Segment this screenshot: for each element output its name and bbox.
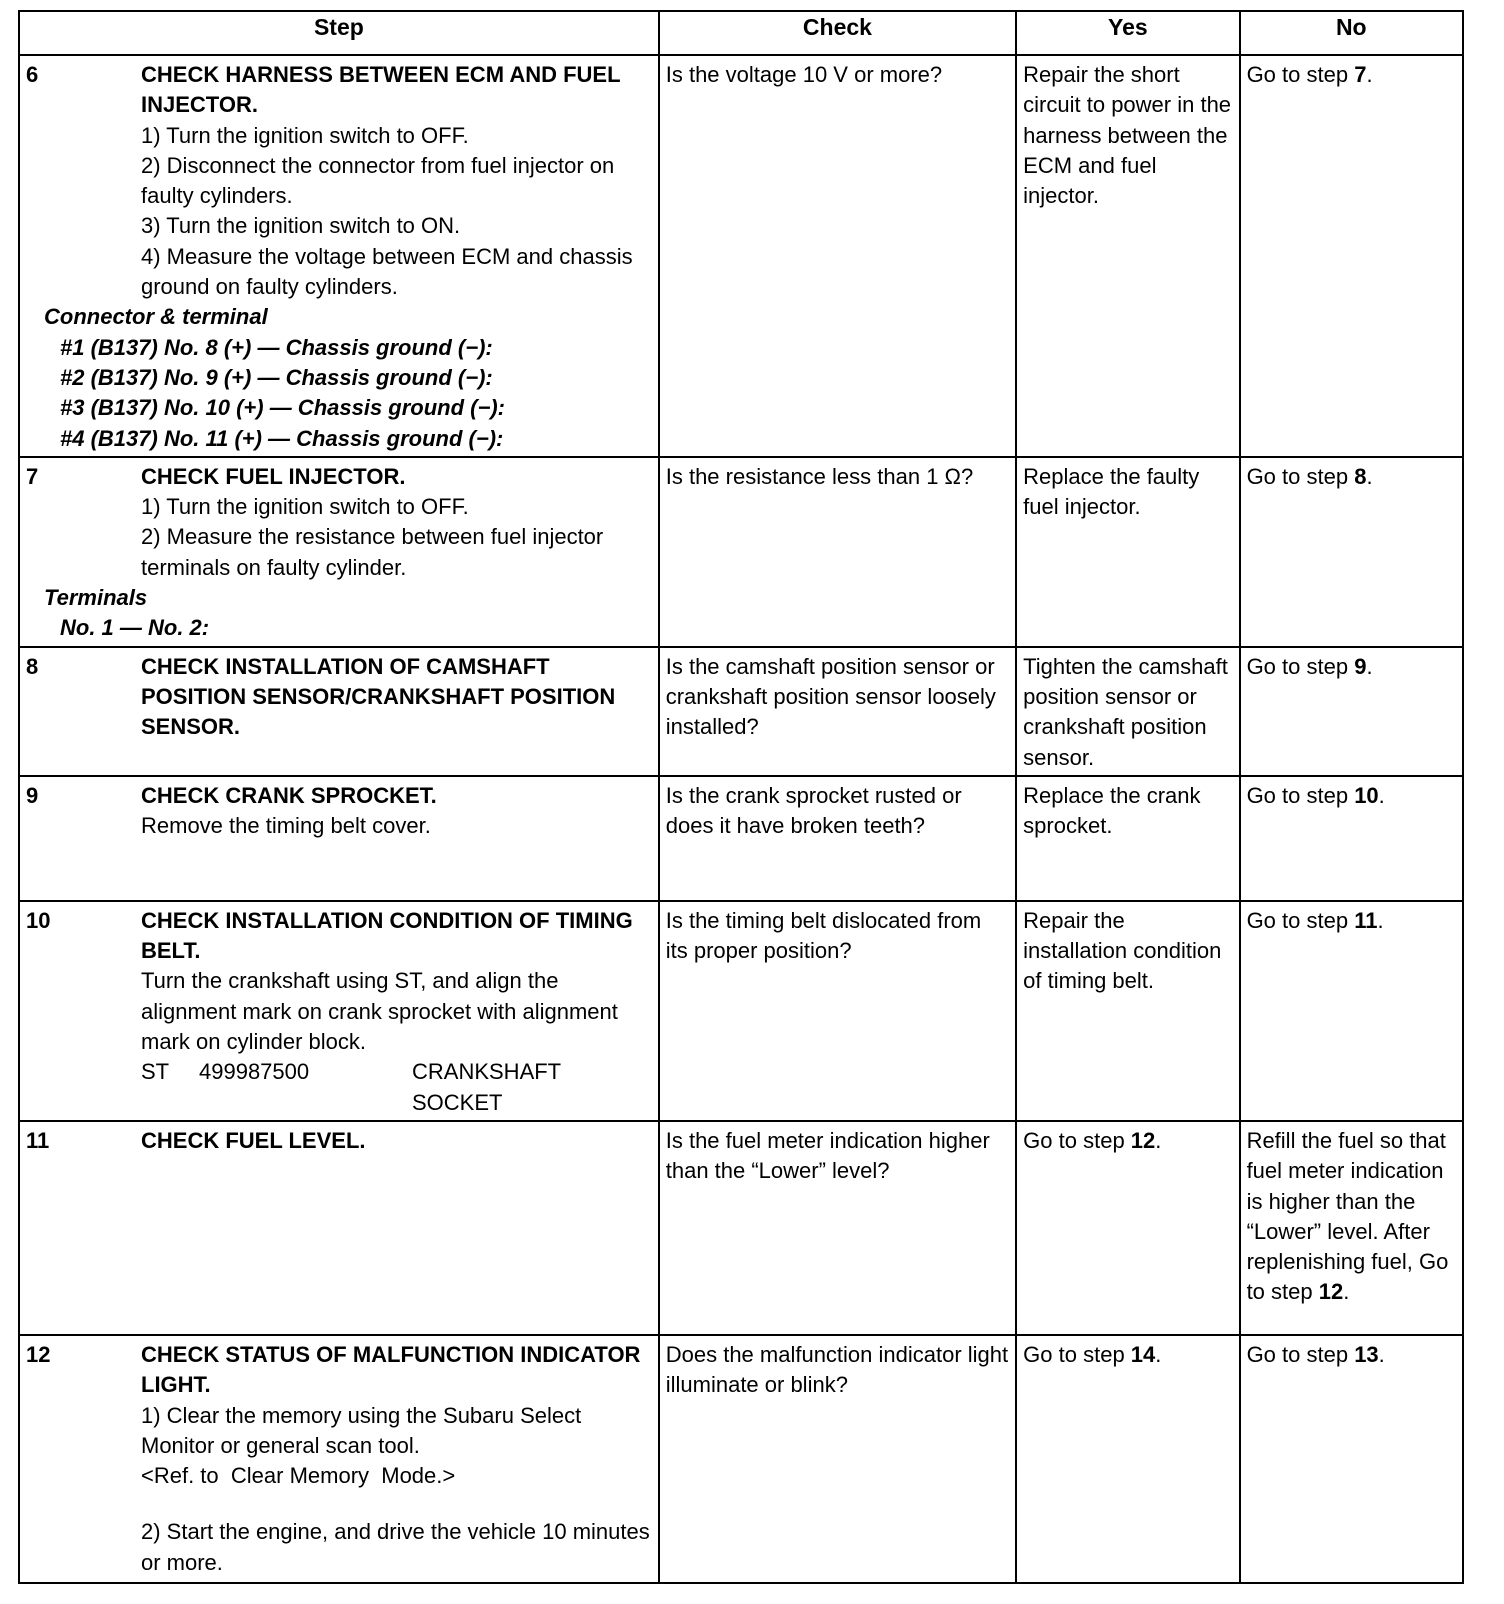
step-title: CHECK HARNESS BETWEEN ECM AND FUEL INJECTOR. (141, 62, 621, 118)
no-text: Go to step (1246, 463, 1355, 489)
no-text-end: . (1366, 653, 1373, 679)
yes-cell: Repair the installation condition of timing belt. (1016, 901, 1239, 1121)
no-cell (1240, 776, 1463, 901)
spec-label: Terminals (44, 585, 148, 611)
step-line: 1) Clear the memory using the Subaru Select Monitor or general scan tool. (141, 1402, 582, 1458)
header-yes: Yes (1016, 11, 1239, 55)
step-title: CHECK INSTALLATION OF CAMSHAFT POSITION SENSOR/CRANKSHAFT POSITION SENSOR. (141, 653, 616, 740)
check-cell: Does the malfunction indicator light illuminate or blink? (659, 1335, 1016, 1583)
step-ref: 11 (1354, 907, 1378, 933)
yes-text-end: . (1155, 1341, 1162, 1367)
step-line: 2) Measure the resistance between fuel injector terminals on faulty cylinder. (141, 524, 604, 580)
check-cell: Is the crank sprocket rusted or does it have broken teeth? (659, 776, 1016, 901)
st-number: 499987500 (199, 1059, 310, 1085)
yes-cell: Repair the short circuit to power in the harness between the ECM and fuel injector. (1016, 55, 1239, 457)
step-ref: 10 (1354, 782, 1379, 808)
step-line: 4) Measure the voltage between ECM and chassis ground on faulty cylinders. (141, 243, 633, 300)
step-cell (19, 647, 659, 776)
header-step: Step (19, 11, 659, 55)
no-cell (1240, 1121, 1463, 1335)
yes-text-end: . (1155, 1127, 1162, 1153)
no-cell (1240, 1335, 1463, 1583)
step-ref: 14 (1130, 1341, 1156, 1367)
step-title: CHECK STATUS OF MALFUNCTION INDICATOR LIGHT. (141, 1341, 641, 1398)
step-line: 2) Disconnect the connector from fuel injector on faulty cylinders. (141, 152, 615, 209)
no-text-end: . (1378, 1341, 1385, 1367)
yes-cell (1016, 1335, 1239, 1583)
check-cell: Is the fuel meter indication higher than the “Lower” level? (659, 1121, 1016, 1335)
no-text: Go to step (1246, 1341, 1355, 1367)
header-row (19, 11, 1463, 55)
yes-text: Go to step (1023, 1127, 1131, 1153)
check-cell: Is the camshaft position sensor or crankshaft position sensor loosely installed? (659, 647, 1016, 776)
step-title: CHECK INSTALLATION CONDITION OF TIMING BELT. (141, 907, 633, 964)
yes-cell: Tighten the camshaft position sensor or crankshaft position sensor. (1016, 647, 1239, 776)
table-row (19, 1121, 1463, 1335)
no-text: Go to step (1246, 907, 1355, 933)
table-row (19, 647, 1463, 776)
header-no: No (1240, 11, 1463, 55)
spec-item: No. 1 — No. 2: (60, 615, 210, 641)
step-number: 10 (26, 907, 51, 933)
check-cell: Is the voltage 10 V or more? (659, 55, 1016, 457)
no-text-end: . (1378, 782, 1385, 808)
step-cell (19, 1121, 659, 1335)
spec-item: #3 (B137) No. 10 (+) — Chassis ground (−): (60, 395, 505, 421)
step-line: 1) Turn the ignition switch to OFF. (141, 122, 469, 148)
step-line: 3) Turn the ignition switch to ON. (141, 213, 461, 239)
step-title: CHECK CRANK SPROCKET. (141, 782, 437, 808)
no-text: Refill the fuel so that fuel meter indication is higher than the “Lower” level. After replenishing fuel, Go to step (1246, 1127, 1449, 1305)
no-cell (1240, 647, 1463, 776)
step-ref: 12 (1130, 1127, 1156, 1153)
step-number: 8 (26, 653, 39, 679)
yes-text: Go to step (1023, 1341, 1131, 1367)
no-cell (1240, 55, 1463, 457)
no-cell (1240, 457, 1463, 647)
step-number: 6 (26, 62, 39, 87)
table-row (19, 901, 1463, 1121)
no-text: Go to step (1246, 62, 1355, 87)
step-cell (19, 457, 659, 647)
yes-cell: Replace the crank sprocket. (1016, 776, 1239, 901)
table-row (19, 1335, 1463, 1583)
step-number: 12 (26, 1341, 51, 1367)
no-text-end: . (1377, 907, 1384, 933)
yes-cell: Replace the faulty fuel injector. (1016, 457, 1239, 647)
table-row (19, 457, 1463, 647)
step-title: CHECK FUEL LEVEL. (141, 1127, 366, 1153)
spec-item: #4 (B137) No. 11 (+) — Chassis ground (−): (60, 425, 504, 451)
step-ref: 13 (1354, 1341, 1379, 1367)
step-ref: 7 (1354, 62, 1367, 87)
step-number: 9 (26, 782, 39, 808)
step-cell (19, 776, 659, 901)
special-tool-row (141, 1057, 652, 1118)
step-line: 1) Turn the ignition switch to OFF. (141, 494, 469, 520)
step-ref: 8 (1354, 463, 1367, 489)
step-number: 7 (26, 463, 39, 489)
step-cell (19, 1335, 659, 1583)
st-name: CRANKSHAFT SOCKET (412, 1059, 561, 1115)
step-ref: 12 (1318, 1279, 1344, 1305)
step-title: CHECK FUEL INJECTOR. (141, 463, 406, 489)
spacer (141, 1491, 652, 1517)
no-text-end: . (1343, 1279, 1350, 1305)
step-cell (19, 55, 659, 457)
st-label: ST (141, 1059, 170, 1085)
diagnostic-table (18, 10, 1464, 1584)
step-line: 2) Start the engine, and drive the vehicle 10 minutes or more. (141, 1519, 650, 1575)
step-line: Turn the crankshaft using ST, and align the alignment mark on crank sprocket with alignment mark on cylinder block. (141, 968, 618, 1055)
no-cell (1240, 901, 1463, 1121)
spec-item: #2 (B137) No. 9 (+) — Chassis ground (−): (60, 364, 493, 390)
no-text-end: . (1366, 62, 1373, 87)
header-check: Check (659, 11, 1016, 55)
no-text: Go to step (1246, 782, 1355, 808)
table-row (19, 55, 1463, 457)
ref-line: <Ref. to Clear Memory Mode.> (141, 1463, 456, 1489)
step-ref: 9 (1354, 653, 1367, 679)
step-cell (19, 901, 659, 1121)
check-cell: Is the resistance less than 1 Ω? (659, 457, 1016, 647)
yes-cell (1016, 1121, 1239, 1335)
table-row (19, 776, 1463, 901)
check-cell: Is the timing belt dislocated from its proper position? (659, 901, 1016, 1121)
spec-item: #1 (B137) No. 8 (+) — Chassis ground (−): (60, 334, 493, 360)
step-line: Remove the timing belt cover. (141, 813, 431, 839)
step-number: 11 (26, 1127, 50, 1153)
no-text-end: . (1366, 463, 1373, 489)
no-text: Go to step (1246, 653, 1355, 679)
spec-label: Connector & terminal (44, 304, 268, 330)
